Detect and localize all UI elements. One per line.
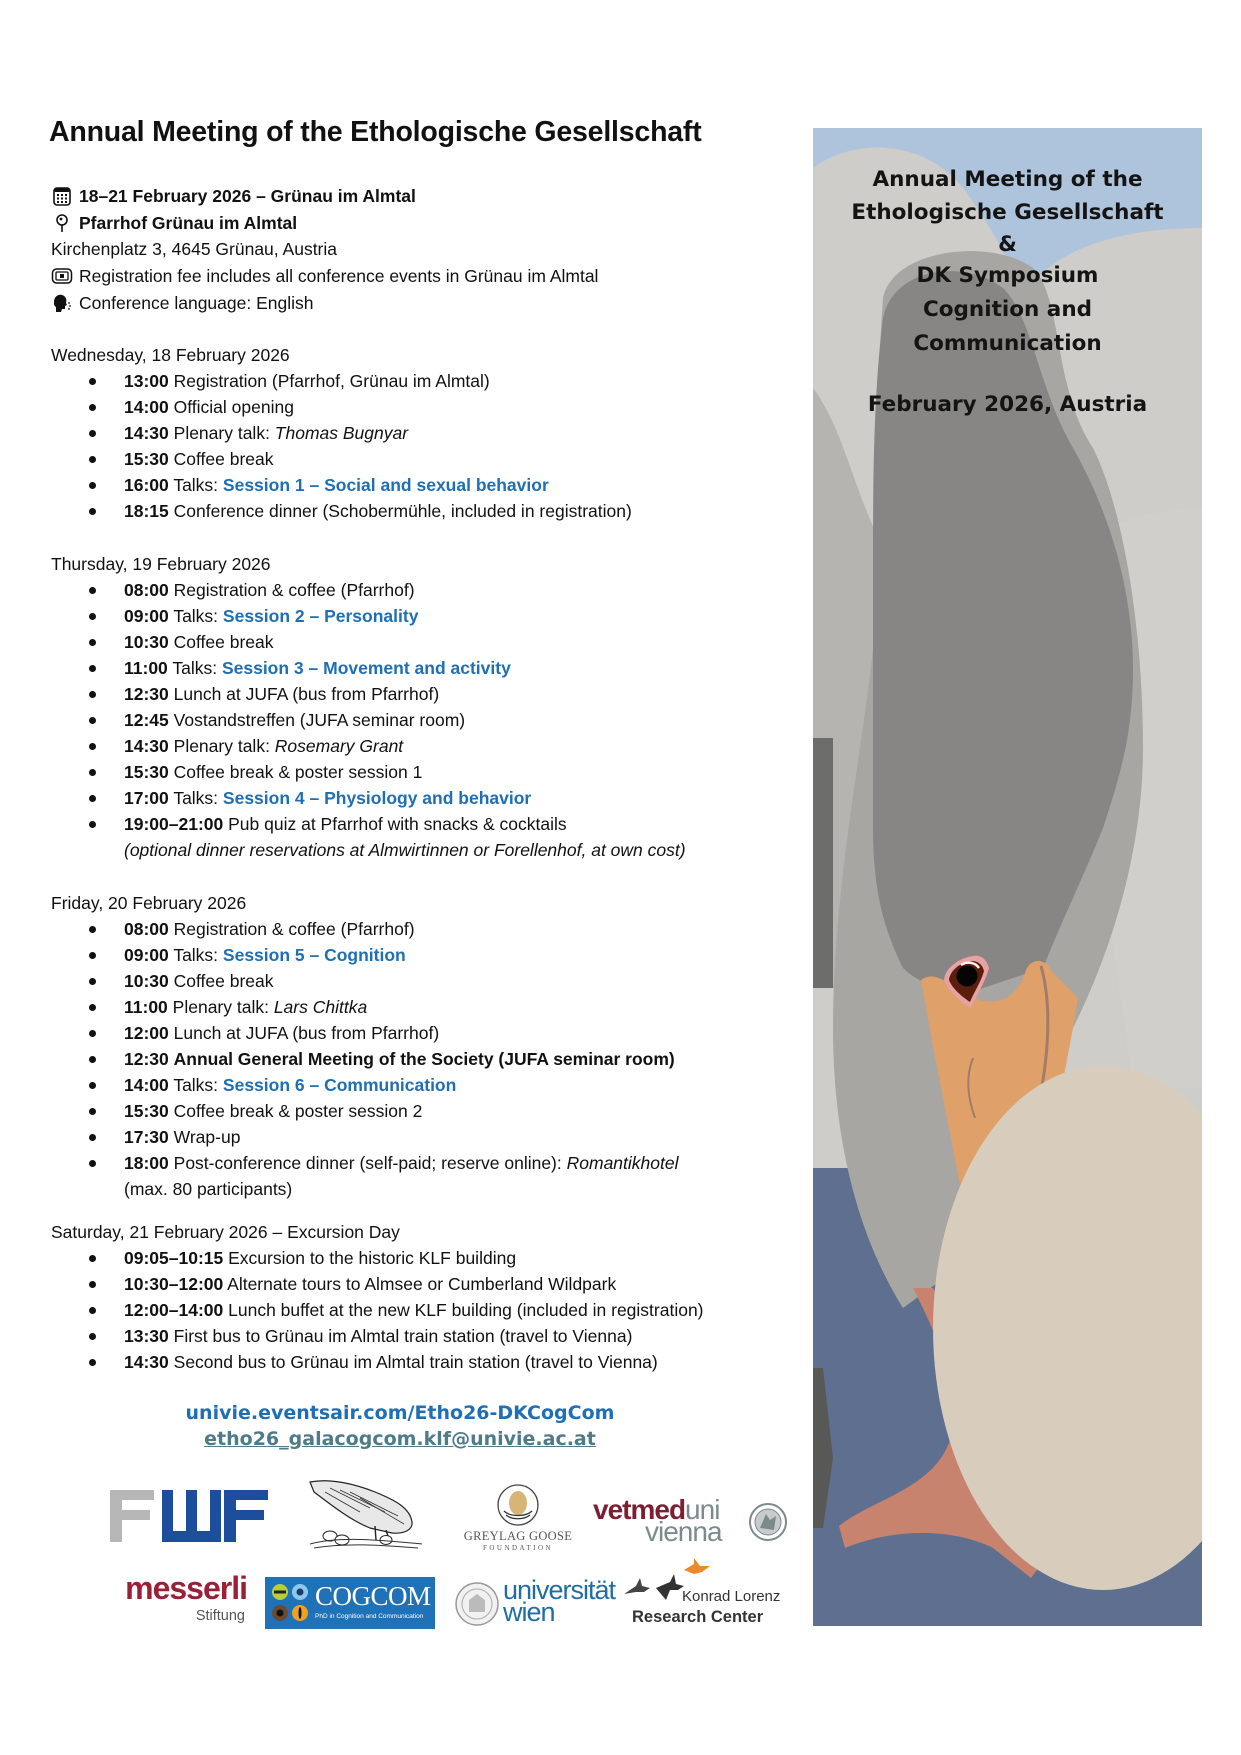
item-text: Official opening bbox=[173, 397, 294, 417]
item-text: Coffee break & poster session 1 bbox=[173, 762, 423, 782]
messerli-stiftung-logo bbox=[102, 1572, 247, 1632]
venue-name: Romantikhotel bbox=[566, 1153, 679, 1173]
item-text: Alternate tours to Almsee or Cumberland Wildpark bbox=[227, 1274, 617, 1294]
item-time: 09:00 bbox=[124, 606, 169, 626]
schedule-item bbox=[0, 655, 686, 681]
item-text: Talks: bbox=[173, 1075, 223, 1095]
schedule-item bbox=[0, 629, 686, 655]
dates-text: 18–21 February 2026 – Grünau im Almtal bbox=[79, 186, 416, 206]
item-note: (optional dinner reservations at Almwirtinnen or Forellenhof, at own cost) bbox=[124, 840, 686, 860]
schedule-item bbox=[0, 916, 679, 942]
item-time: 10:30 bbox=[124, 632, 169, 652]
bullet bbox=[89, 717, 96, 724]
item-time: 14:30 bbox=[124, 736, 169, 756]
item-text: Talks: bbox=[173, 606, 223, 626]
bullet bbox=[89, 743, 96, 750]
item-time: 08:00 bbox=[124, 919, 169, 939]
item-text: Pub quiz at Pfarrhof with snacks & cocktails bbox=[228, 814, 567, 834]
cogcom-eyes-icon bbox=[271, 1582, 311, 1624]
item-text: Plenary talk: bbox=[172, 997, 274, 1017]
item-time: 14:00 bbox=[124, 397, 169, 417]
item-text: Second bus to Grünau im Almtal train station (travel to Vienna) bbox=[173, 1352, 658, 1372]
dates-line bbox=[51, 183, 416, 209]
universitat-wien-logo bbox=[455, 1575, 616, 1630]
uni-word: uni bbox=[685, 1494, 720, 1525]
speaker-name: Rosemary Grant bbox=[274, 736, 404, 756]
address-line bbox=[51, 236, 337, 262]
item-text: Lunch at JUFA (bus from Pfarrhof) bbox=[173, 684, 440, 704]
bullet bbox=[89, 1281, 96, 1288]
schedule-item bbox=[0, 498, 632, 524]
speaker-name: Lars Chittka bbox=[273, 997, 368, 1017]
item-text: Registration (Pfarrhof, Grünau im Almtal) bbox=[173, 371, 490, 391]
address-text: Kirchenplatz 3, 4645 Grünau, Austria bbox=[51, 239, 338, 259]
bullet bbox=[89, 769, 96, 776]
bullet bbox=[89, 821, 96, 828]
bullet bbox=[89, 430, 96, 437]
item-time: 15:30 bbox=[124, 762, 169, 782]
item-text: Coffee break & poster session 2 bbox=[173, 1101, 423, 1121]
schedule-item bbox=[0, 707, 686, 733]
map-pin-icon bbox=[51, 213, 73, 233]
schedule-item bbox=[0, 1020, 679, 1046]
item-time: 14:30 bbox=[124, 1352, 169, 1372]
bullet bbox=[89, 639, 96, 646]
day-heading-saturday: Saturday, 21 February 2026 – Excursion Day bbox=[51, 1222, 400, 1242]
poster-line-3: & bbox=[998, 232, 1017, 257]
poster-line-4: DK Symposium bbox=[916, 263, 1099, 288]
schedule-item bbox=[0, 1349, 704, 1375]
item-time: 17:00 bbox=[124, 788, 169, 808]
item-text: Post-conference dinner (self-paid; reserve online): bbox=[173, 1153, 567, 1173]
item-time: 12:45 bbox=[124, 710, 169, 730]
item-time: 18:15 bbox=[124, 501, 169, 521]
bullet bbox=[89, 482, 96, 489]
schedule-item bbox=[0, 472, 632, 498]
fee-text: Registration fee includes all conference events in Grünau im Almtal bbox=[79, 266, 599, 286]
item-text: Plenary talk: bbox=[173, 736, 275, 756]
calendar-icon bbox=[51, 186, 73, 206]
schedule-item bbox=[0, 1150, 679, 1202]
schedule-item bbox=[0, 759, 686, 785]
wien-word: wien bbox=[503, 1597, 555, 1627]
bullet bbox=[89, 1307, 96, 1314]
day-heading-thursday: Thursday, 19 February 2026 bbox=[51, 554, 271, 574]
day-heading-friday: Friday, 20 February 2026 bbox=[51, 893, 247, 913]
item-text: Coffee break bbox=[173, 449, 274, 469]
poster-panel bbox=[813, 128, 1202, 1626]
schedule-list-wednesday bbox=[0, 368, 632, 524]
session-link[interactable]: Session 4 – Physiology and behavior bbox=[222, 788, 532, 808]
greylag-goose-foundation-logo bbox=[462, 1483, 574, 1555]
bullet bbox=[89, 1255, 96, 1262]
klrc-line1: Konrad Lorenz bbox=[682, 1588, 781, 1605]
bullet bbox=[89, 1134, 96, 1141]
schedule-item bbox=[0, 1098, 679, 1124]
item-time: 10:30 bbox=[124, 971, 169, 991]
bullet bbox=[89, 508, 96, 515]
item-text: Wrap-up bbox=[173, 1127, 241, 1147]
language-line bbox=[51, 290, 313, 316]
fee-line bbox=[51, 263, 598, 289]
schedule-item bbox=[0, 394, 632, 420]
item-text: Excursion to the historic KLF building bbox=[228, 1248, 517, 1268]
item-text: Coffee break bbox=[173, 971, 274, 991]
stiftung-word: Stiftung bbox=[195, 1608, 245, 1624]
schedule-item bbox=[0, 420, 632, 446]
session-link[interactable]: Session 2 – Personality bbox=[222, 606, 419, 626]
bullet bbox=[89, 587, 96, 594]
session-link[interactable]: Session 5 – Cognition bbox=[222, 945, 406, 965]
venue-text: Pfarrhof Grünau im Almtal bbox=[79, 213, 298, 233]
schedule-item bbox=[0, 577, 686, 603]
contact-email-link[interactable]: etho26_galacogcom.klf@univie.ac.at bbox=[204, 1428, 596, 1450]
univie-seal-icon bbox=[455, 1582, 499, 1626]
day-heading-wednesday: Wednesday, 18 February 2026 bbox=[51, 345, 290, 365]
item-time: 16:00 bbox=[124, 475, 169, 495]
item-text: Registration & coffee (Pfarrhof) bbox=[173, 919, 415, 939]
schedule-item bbox=[0, 446, 632, 472]
bullet bbox=[89, 1333, 96, 1340]
item-time: 09:05–10:15 bbox=[124, 1248, 224, 1268]
ticket-icon bbox=[51, 266, 73, 286]
bullet bbox=[89, 1056, 96, 1063]
bullet bbox=[89, 1108, 96, 1115]
item-text: Vostandstreffen (JUFA seminar room) bbox=[173, 710, 466, 730]
session-link[interactable]: Session 6 – Communication bbox=[222, 1075, 457, 1095]
fwf-logo bbox=[110, 1490, 268, 1542]
item-text: Coffee break bbox=[173, 632, 274, 652]
item-text: Annual General Meeting of the Society (JUFA seminar room) bbox=[173, 1049, 675, 1069]
registration-url-link[interactable]: univie.eventsair.com/Etho26-DKCogCom bbox=[185, 1402, 615, 1424]
bullet bbox=[89, 404, 96, 411]
schedule-item bbox=[0, 368, 632, 394]
poster-line-2: Ethologische Gesellschaft bbox=[851, 200, 1164, 225]
poster-line-6: Communication bbox=[913, 331, 1102, 356]
messerli-word: messerli bbox=[125, 1570, 247, 1606]
item-text: First bus to Grünau im Almtal train station (travel to Vienna) bbox=[173, 1326, 633, 1346]
poster-line-5: Cognition and bbox=[922, 297, 1093, 322]
item-time: 09:00 bbox=[124, 945, 169, 965]
bullet bbox=[89, 978, 96, 985]
bullet bbox=[89, 665, 96, 672]
venue-line bbox=[51, 210, 297, 236]
schedule-item bbox=[0, 1297, 704, 1323]
klrc-line2: Research Center bbox=[632, 1608, 764, 1626]
schedule-item bbox=[0, 968, 679, 994]
vetmed-seal-icon bbox=[748, 1502, 788, 1542]
language-text: Conference language: English bbox=[79, 293, 314, 313]
bullet bbox=[89, 456, 96, 463]
item-time: 12:00 bbox=[124, 1023, 169, 1043]
item-text: Talks: bbox=[172, 658, 222, 678]
item-time: 12:30 bbox=[124, 684, 169, 704]
schedule-item bbox=[0, 681, 686, 707]
cogcom-sub: PhD in Cognition and Communication bbox=[315, 1613, 424, 1620]
item-text: Plenary talk: bbox=[173, 423, 275, 443]
item-time: 13:30 bbox=[124, 1326, 169, 1346]
schedule-item bbox=[0, 785, 686, 811]
item-text: Lunch at JUFA (bus from Pfarrhof) bbox=[173, 1023, 440, 1043]
item-text: Talks: bbox=[173, 788, 223, 808]
item-time: 14:00 bbox=[124, 1075, 169, 1095]
item-time: 08:00 bbox=[124, 580, 169, 600]
goose-etching-logo bbox=[300, 1478, 428, 1550]
item-text: Registration & coffee (Pfarrhof) bbox=[173, 580, 415, 600]
bullet bbox=[89, 1004, 96, 1011]
item-text: Lunch buffet at the new KLF building (included in registration) bbox=[228, 1300, 704, 1320]
schedule-list-saturday bbox=[0, 1245, 704, 1375]
item-time: 12:30 bbox=[124, 1049, 169, 1069]
item-text: Talks: bbox=[173, 475, 223, 495]
item-time: 15:30 bbox=[124, 1101, 169, 1121]
item-time: 11:00 bbox=[124, 997, 168, 1017]
item-time: 11:00 bbox=[124, 658, 168, 678]
speaker-name: Thomas Bugnyar bbox=[274, 423, 409, 443]
schedule-list-thursday bbox=[0, 577, 686, 863]
schedule-item bbox=[0, 733, 686, 759]
item-time: 15:30 bbox=[124, 449, 169, 469]
item-time: 18:00 bbox=[124, 1153, 169, 1173]
greylag-line1: GREYLAG GOOSE bbox=[463, 1529, 573, 1543]
item-time: 17:30 bbox=[124, 1127, 169, 1147]
schedule-item bbox=[0, 1072, 679, 1098]
bullet bbox=[89, 1082, 96, 1089]
schedule-item bbox=[0, 1245, 704, 1271]
poster-date-line: February 2026, Austria bbox=[867, 392, 1148, 417]
bullet bbox=[89, 926, 96, 933]
bullet bbox=[89, 1160, 96, 1167]
item-time: 13:00 bbox=[124, 371, 169, 391]
bullet bbox=[89, 1359, 96, 1366]
bullet bbox=[89, 691, 96, 698]
greylag-line2: FOUNDATION bbox=[482, 1544, 554, 1552]
session-link[interactable]: Session 1 – Social and sexual behavior bbox=[222, 475, 549, 495]
bullet bbox=[89, 613, 96, 620]
bullet bbox=[89, 795, 96, 802]
item-text: Conference dinner (Schobermühle, included in registration) bbox=[173, 501, 632, 521]
schedule-list-friday bbox=[0, 916, 679, 1202]
vetmed-word: vetmed bbox=[593, 1494, 686, 1525]
schedule-item bbox=[0, 1323, 704, 1349]
poster-line-1: Annual Meeting of the bbox=[872, 167, 1143, 192]
schedule-item bbox=[0, 1271, 704, 1297]
cogcom-logo bbox=[265, 1577, 435, 1629]
page-title: Annual Meeting of the Ethologische Gesellschaft bbox=[49, 116, 702, 148]
schedule-item bbox=[0, 1046, 679, 1072]
vienna-word: vienna bbox=[645, 1516, 722, 1547]
schedule-item bbox=[0, 994, 679, 1020]
vetmeduni-vienna-logo bbox=[593, 1496, 788, 1548]
schedule-item bbox=[0, 1124, 679, 1150]
konrad-lorenz-research-center-logo bbox=[622, 1558, 787, 1630]
item-time: 10:30–12:00 bbox=[124, 1274, 224, 1294]
speaking-head-icon bbox=[51, 293, 73, 313]
schedule-item bbox=[0, 942, 679, 968]
item-note: (max. 80 participants) bbox=[124, 1179, 293, 1199]
item-time: 14:30 bbox=[124, 423, 169, 443]
bullet bbox=[89, 952, 96, 959]
item-time: 19:00–21:00 bbox=[124, 814, 224, 834]
item-time: 12:00–14:00 bbox=[124, 1300, 224, 1320]
schedule-item bbox=[0, 603, 686, 629]
bullet bbox=[89, 1030, 96, 1037]
universitat-word: universität bbox=[503, 1575, 616, 1605]
schedule-item bbox=[0, 811, 686, 863]
session-link[interactable]: Session 3 – Movement and activity bbox=[221, 658, 511, 678]
bullet bbox=[89, 378, 96, 385]
item-text: Talks: bbox=[173, 945, 223, 965]
cogcom-word: COGCOM bbox=[315, 1581, 431, 1611]
